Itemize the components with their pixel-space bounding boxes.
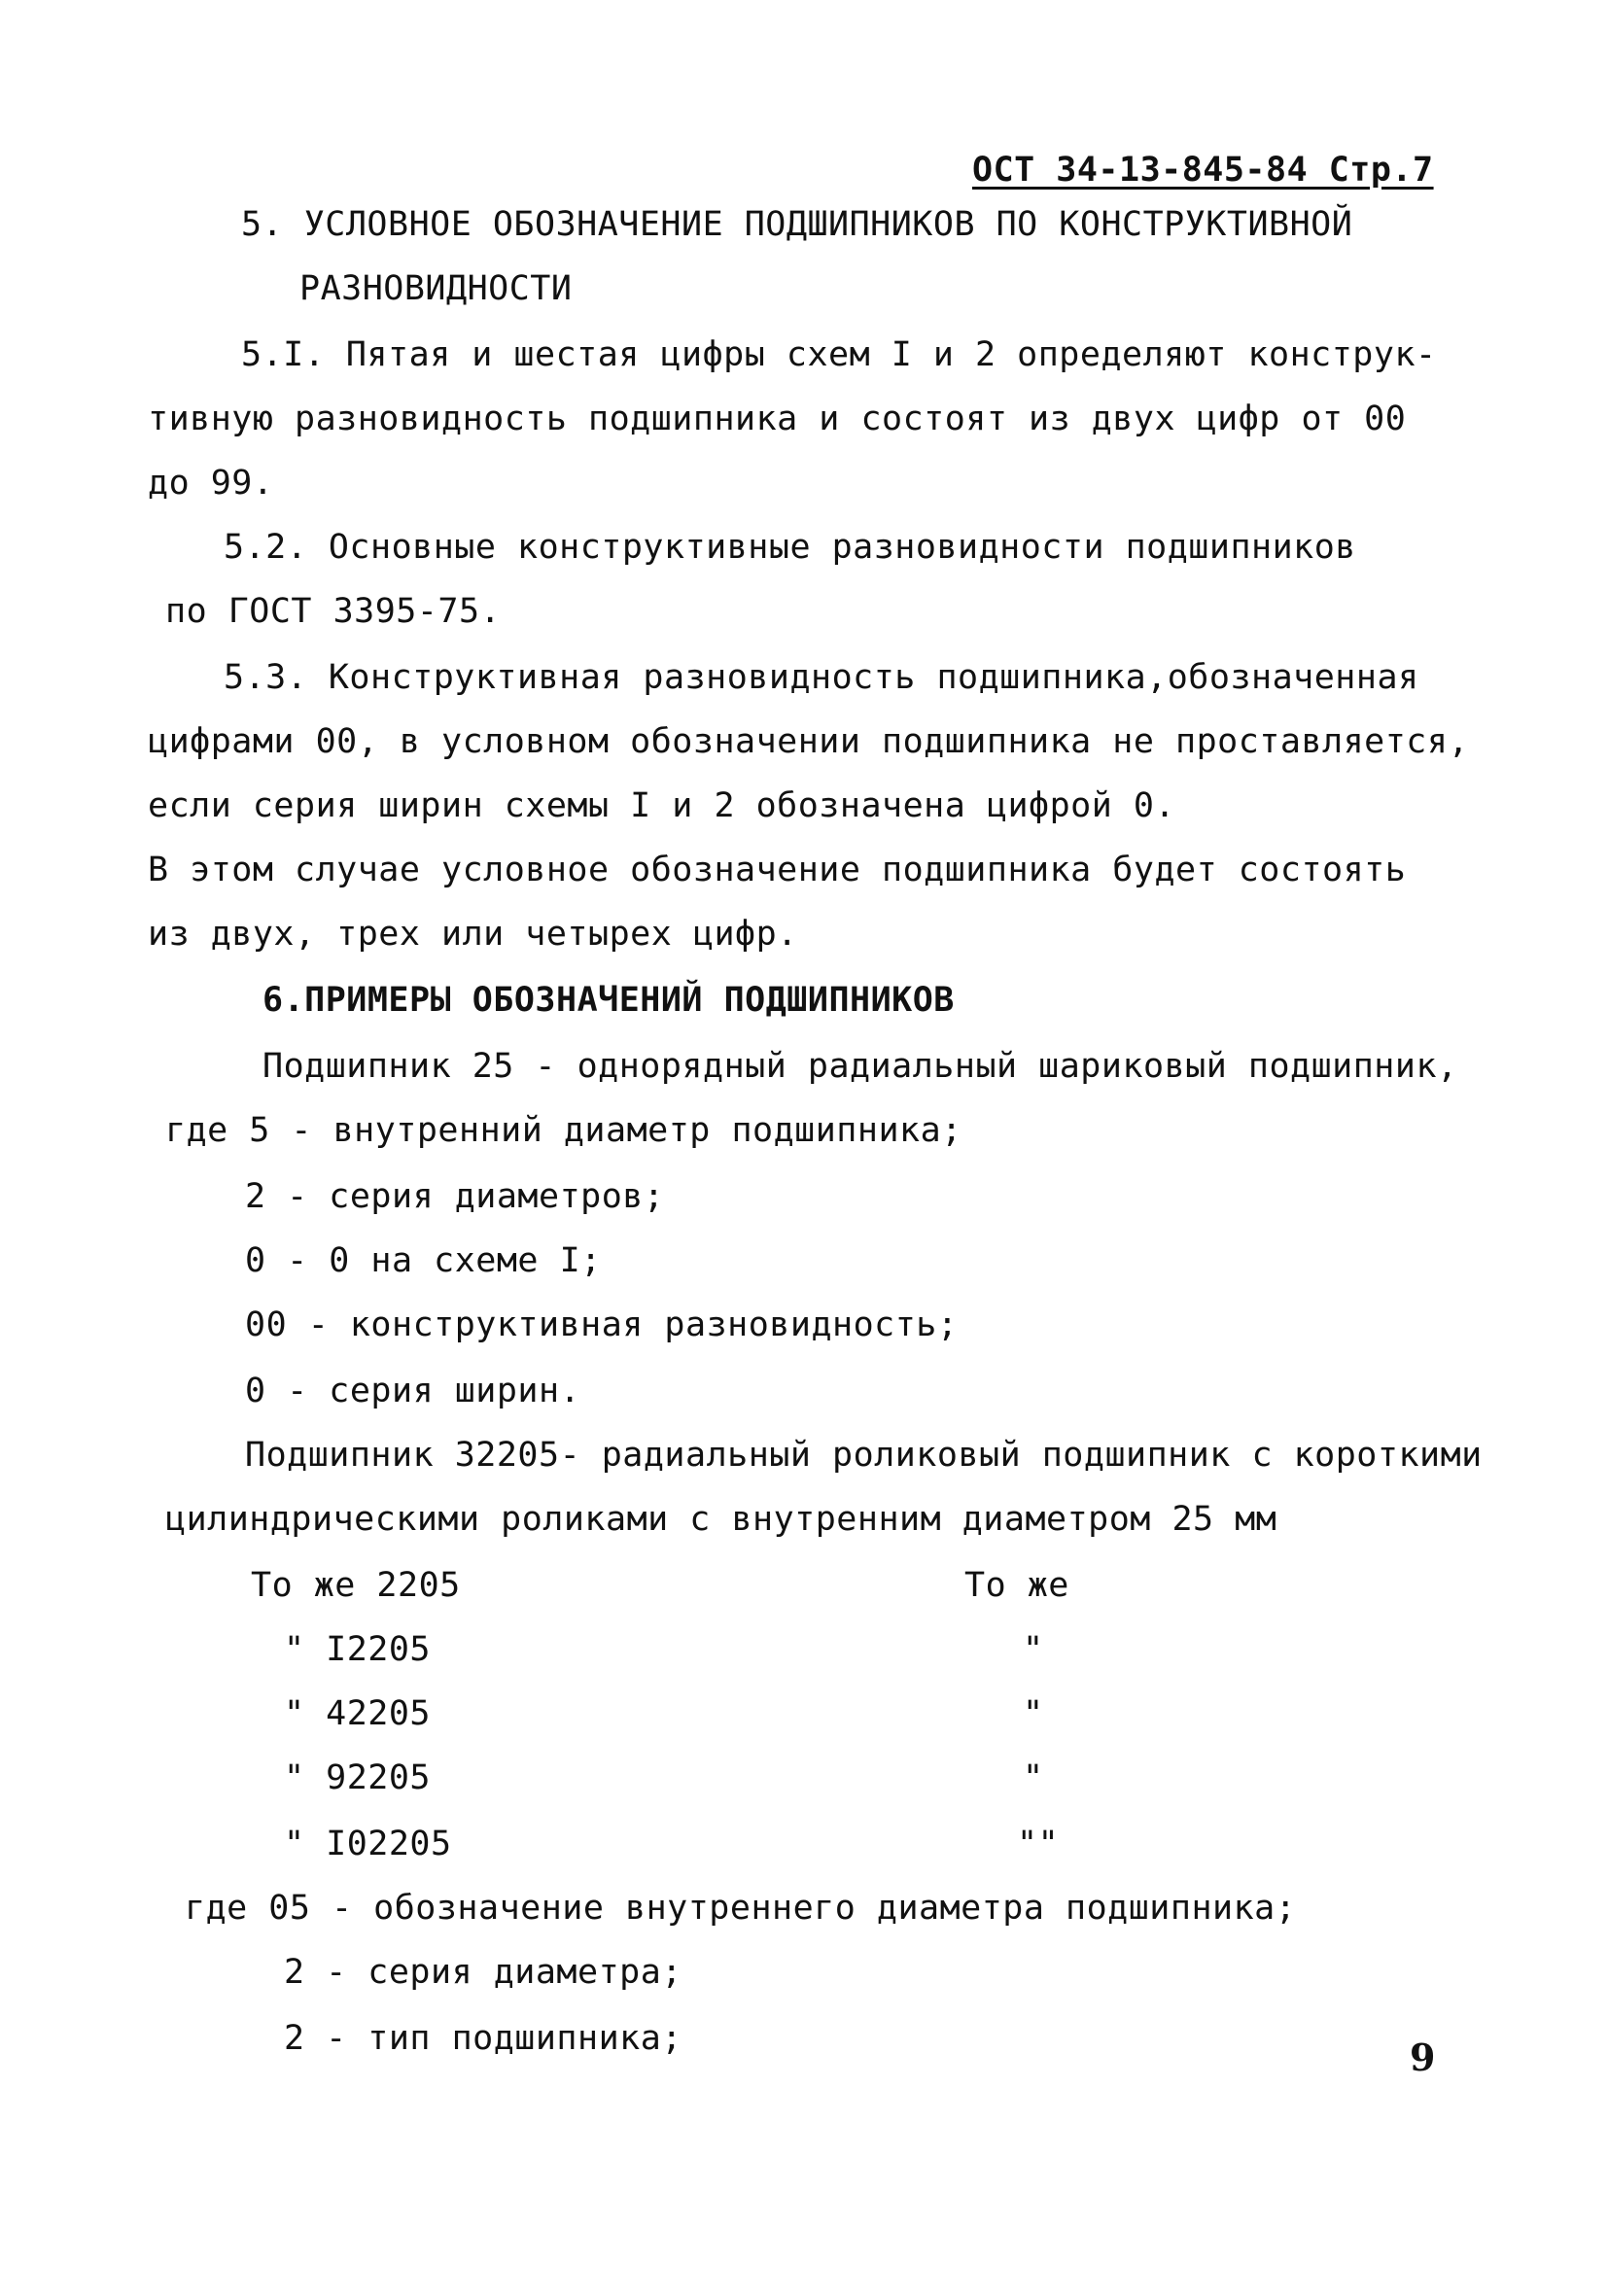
paragraph-5-2-line-2: по ГОСТ 3395-75. <box>165 592 502 631</box>
paragraph-5-3-line-4: В этом случае условное обозначение подшипника будет состоять <box>148 851 1407 889</box>
section-5-title-line-1: 5. УСЛОВНОЕ ОБОЗНАЧЕНИЕ ПОДШИПНИКОВ ПО КОНСТРУКТИВНОЙ <box>241 205 1353 244</box>
section-5-title-line-2: РАЗНОВИДНОСТИ <box>299 269 573 308</box>
paragraph-5-1-line-3: до 99. <box>148 464 274 503</box>
table-row-left: " 92205 <box>284 1758 432 1797</box>
paragraph-5-1-line-2: тивную разновидность подшипника и состоят из двух цифр от 00 <box>148 400 1407 438</box>
example-2-item: 2 - тип подшипника; <box>284 2019 682 2058</box>
paragraph-5-3-line-2: цифрами 00, в условном обозначении подшипника не проставляется, <box>148 722 1470 761</box>
example-2-line-2: цилиндрическими роликами с внутренним диаметром 25 мм <box>165 1500 1277 1539</box>
paragraph-5-1-line-1: 5.I. Пятая и шестая цифры схем I и 2 определяют конструк- <box>241 335 1437 374</box>
table-row-right: То же <box>964 1566 1069 1605</box>
example-1-item: 00 - конструктивная разновидность; <box>245 1305 959 1344</box>
paragraph-5-3-line-1: 5.3. Конструктивная разновидность подшипника,обозначенная <box>224 658 1419 697</box>
paragraph-5-3-line-5: из двух, трех или четырех цифр. <box>148 915 798 954</box>
paragraph-5-2-line-1: 5.2. Основные конструктивные разновидности подшипников <box>224 528 1356 567</box>
page-number: 9 <box>1410 2035 1436 2079</box>
section-6-title: 6.ПРИМЕРЫ ОБОЗНАЧЕНИЙ ПОДШИПНИКОВ <box>262 981 955 1020</box>
example-1-item: 0 - серия ширин. <box>245 1372 581 1410</box>
table-row-right: " <box>1023 1758 1044 1797</box>
table-row-left: " 42205 <box>284 1694 432 1733</box>
table-row-right: "" <box>1017 1825 1060 1863</box>
paragraph-5-3-line-3: если серия ширин схемы I и 2 обозначена цифрой 0. <box>148 786 1176 825</box>
example-2-where-line: где 05 - обозначение внутреннего диаметра подшипника; <box>185 1889 1297 1928</box>
table-row-left: То же 2205 <box>251 1566 461 1605</box>
table-row-right: " <box>1023 1630 1044 1669</box>
example-1-line-1: Подшипник 25 - однорядный радиальный шариковый подшипник, <box>262 1047 1458 1086</box>
example-2-line-1: Подшипник 32205- радиальный роликовый подшипник с короткими <box>245 1436 1483 1475</box>
document-code-header: ОСТ 34-13-845-84 Стр.7 <box>972 151 1434 190</box>
example-1-item: 0 - 0 на схеме I; <box>245 1241 602 1280</box>
example-1-line-2: где 5 - внутренний диаметр подшипника; <box>165 1111 962 1150</box>
table-row-left: " I2205 <box>284 1630 432 1669</box>
example-1-item: 2 - серия диаметров; <box>245 1177 665 1216</box>
table-row-left: " I02205 <box>284 1825 452 1863</box>
example-2-item: 2 - серия диаметра; <box>284 1953 682 1992</box>
table-row-right: " <box>1023 1694 1044 1733</box>
